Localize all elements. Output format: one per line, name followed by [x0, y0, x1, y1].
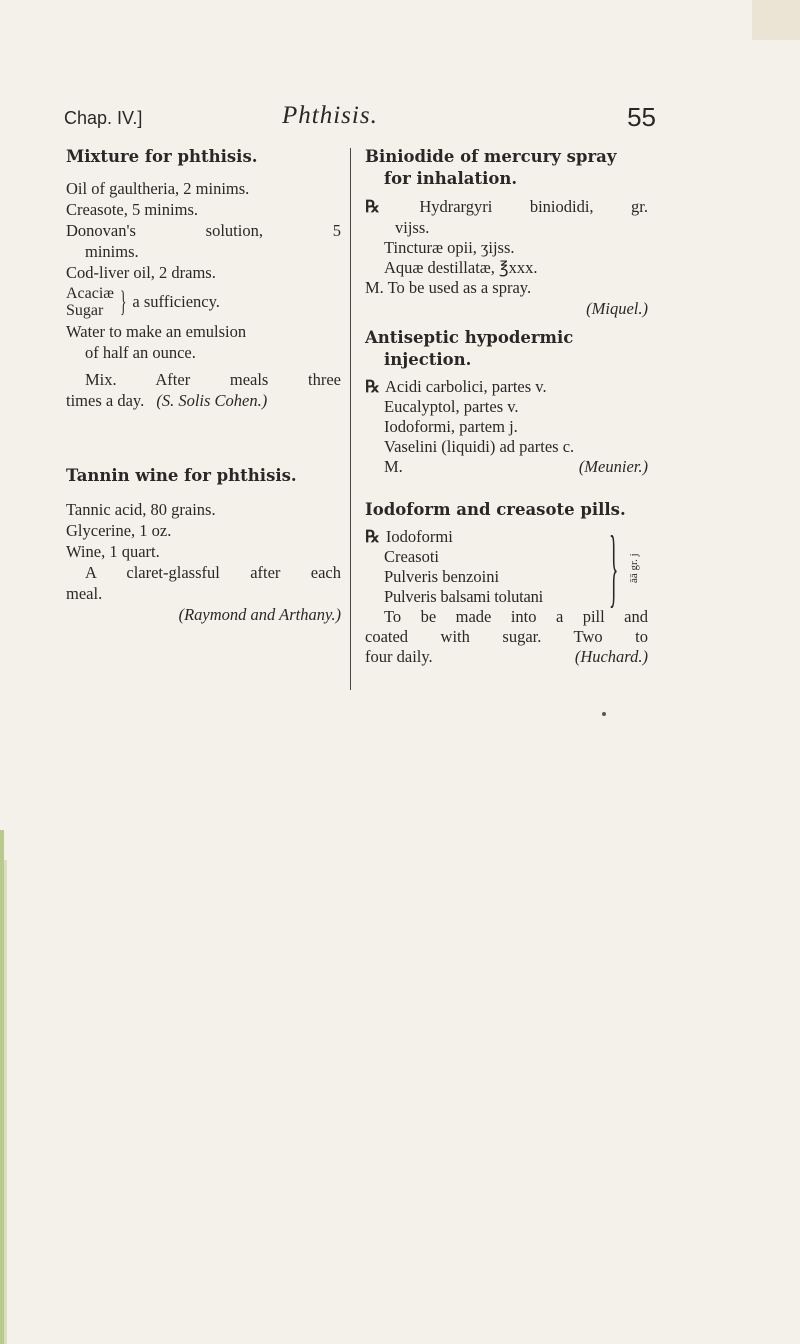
- left-column: [66, 146, 341, 625]
- ingredient-line: ℞ Acidi carbolici, partes v.: [365, 377, 547, 396]
- ingredient-line: Tannic acid, 80 grains.: [66, 500, 216, 519]
- ink-speck: [602, 712, 606, 716]
- recipe-mixture-for-phthisis: [66, 146, 341, 411]
- citation: (Raymond and Arthany.): [178, 605, 341, 624]
- citation: (Huchard.): [574, 647, 648, 666]
- recipe-heading: Mixture for phthisis.: [66, 147, 258, 166]
- direction-line: M. To be used as a spray.: [365, 278, 532, 297]
- brace-group: [365, 519, 648, 616]
- citation: (Meunier.): [578, 457, 648, 476]
- ingredient-name: Acaciæ: [66, 285, 114, 302]
- ingredient-line: Iodoformi, partem j.: [384, 417, 518, 436]
- direction-line: Mix. After meals three: [85, 370, 341, 389]
- running-header: [64, 100, 656, 136]
- recipe-heading: Tannin wine for phthisis.: [66, 466, 297, 485]
- ingredient-line: of half an ounce.: [85, 343, 196, 362]
- recipe-heading: Biniodide of mercury spray: [365, 147, 617, 166]
- recipe-symbol: ℞: [365, 527, 380, 546]
- direction-line: four daily. (Huchard.): [365, 647, 648, 666]
- ingredient-line: Eucalyptol, partes v.: [384, 397, 519, 416]
- page-corner-stain: [752, 0, 800, 40]
- recipe-iodoform-creasote-pills: [365, 499, 648, 667]
- ingredient-line: Water to make an emulsion: [66, 322, 247, 341]
- page-number: 55: [627, 102, 656, 132]
- page-edge-shadow: [4, 860, 7, 1344]
- citation: (Miquel.): [586, 299, 648, 318]
- direction-line: coated with sugar. Two to: [365, 627, 648, 646]
- chapter-label: Chap. IV.]: [64, 108, 143, 128]
- ingredient-line: Creasoti: [384, 547, 439, 566]
- recipe-antiseptic-injection: [365, 327, 648, 477]
- ingredient-line: Cod-liver oil, 2 drams.: [66, 263, 216, 282]
- ingredient-line: Glycerine, 1 oz.: [66, 521, 172, 540]
- ingredient-line: Creasote, 5 minims.: [66, 200, 198, 219]
- curly-brace: }: [119, 285, 127, 318]
- ingredient-name: Sugar: [66, 302, 104, 319]
- ingredient-line: Vaselini (liquidi) ad partes c.: [384, 437, 575, 456]
- ingredient-line: Aquæ destillatæ, ℥xxx.: [384, 258, 538, 277]
- right-column: [365, 146, 648, 667]
- citation: (S. Solis Cohen.): [156, 391, 268, 410]
- ingredient-line: vijss.: [395, 218, 430, 237]
- recipe-heading: Antiseptic hypodermic: [365, 328, 574, 347]
- column-divider: [350, 148, 351, 690]
- brace-group: [66, 283, 341, 321]
- ingredient-line: Pulveris balsami tolutani: [384, 587, 544, 606]
- ingredient-line: Pulveris benzoini: [384, 567, 500, 586]
- brace-quantity: a sufficiency.: [132, 292, 220, 311]
- recipe-biniodide-spray: [365, 146, 648, 319]
- recipe-heading: for inhalation.: [384, 169, 518, 188]
- direction-line: To be made into a pill and: [384, 607, 648, 626]
- recipe-heading: injection.: [384, 350, 472, 369]
- ingredient-line: Tincturæ opii, ʒijss.: [384, 238, 515, 257]
- pill-quantity: āā gr. j: [628, 553, 640, 583]
- ingredient-line: ℞ Iodoformi: [365, 527, 453, 546]
- ingredient-line: minims.: [85, 242, 139, 261]
- curly-brace: }: [609, 519, 619, 616]
- recipe-tannin-wine: [66, 465, 341, 625]
- direction-line: meal.: [66, 584, 103, 603]
- running-title: Phthisis.: [282, 102, 378, 129]
- ingredient-line: Wine, 1 quart.: [66, 542, 160, 561]
- direction-line: times a day. (S. Solis Cohen.): [66, 391, 268, 410]
- ingredient-line: ℞ Hydrargyri biniodidi, gr.: [365, 197, 649, 216]
- ingredient-line: Oil of gaultheria, 2 minims.: [66, 179, 250, 198]
- direction-line: M. (Meunier.): [384, 457, 648, 476]
- recipe-symbol: ℞: [365, 197, 380, 216]
- direction-line: A claret-glassful after each: [85, 563, 341, 582]
- recipe-heading: Iodoform and creasote pills.: [365, 500, 626, 519]
- ingredient-line: Donovan's solution, 5: [66, 221, 341, 240]
- recipe-symbol: ℞: [365, 377, 380, 396]
